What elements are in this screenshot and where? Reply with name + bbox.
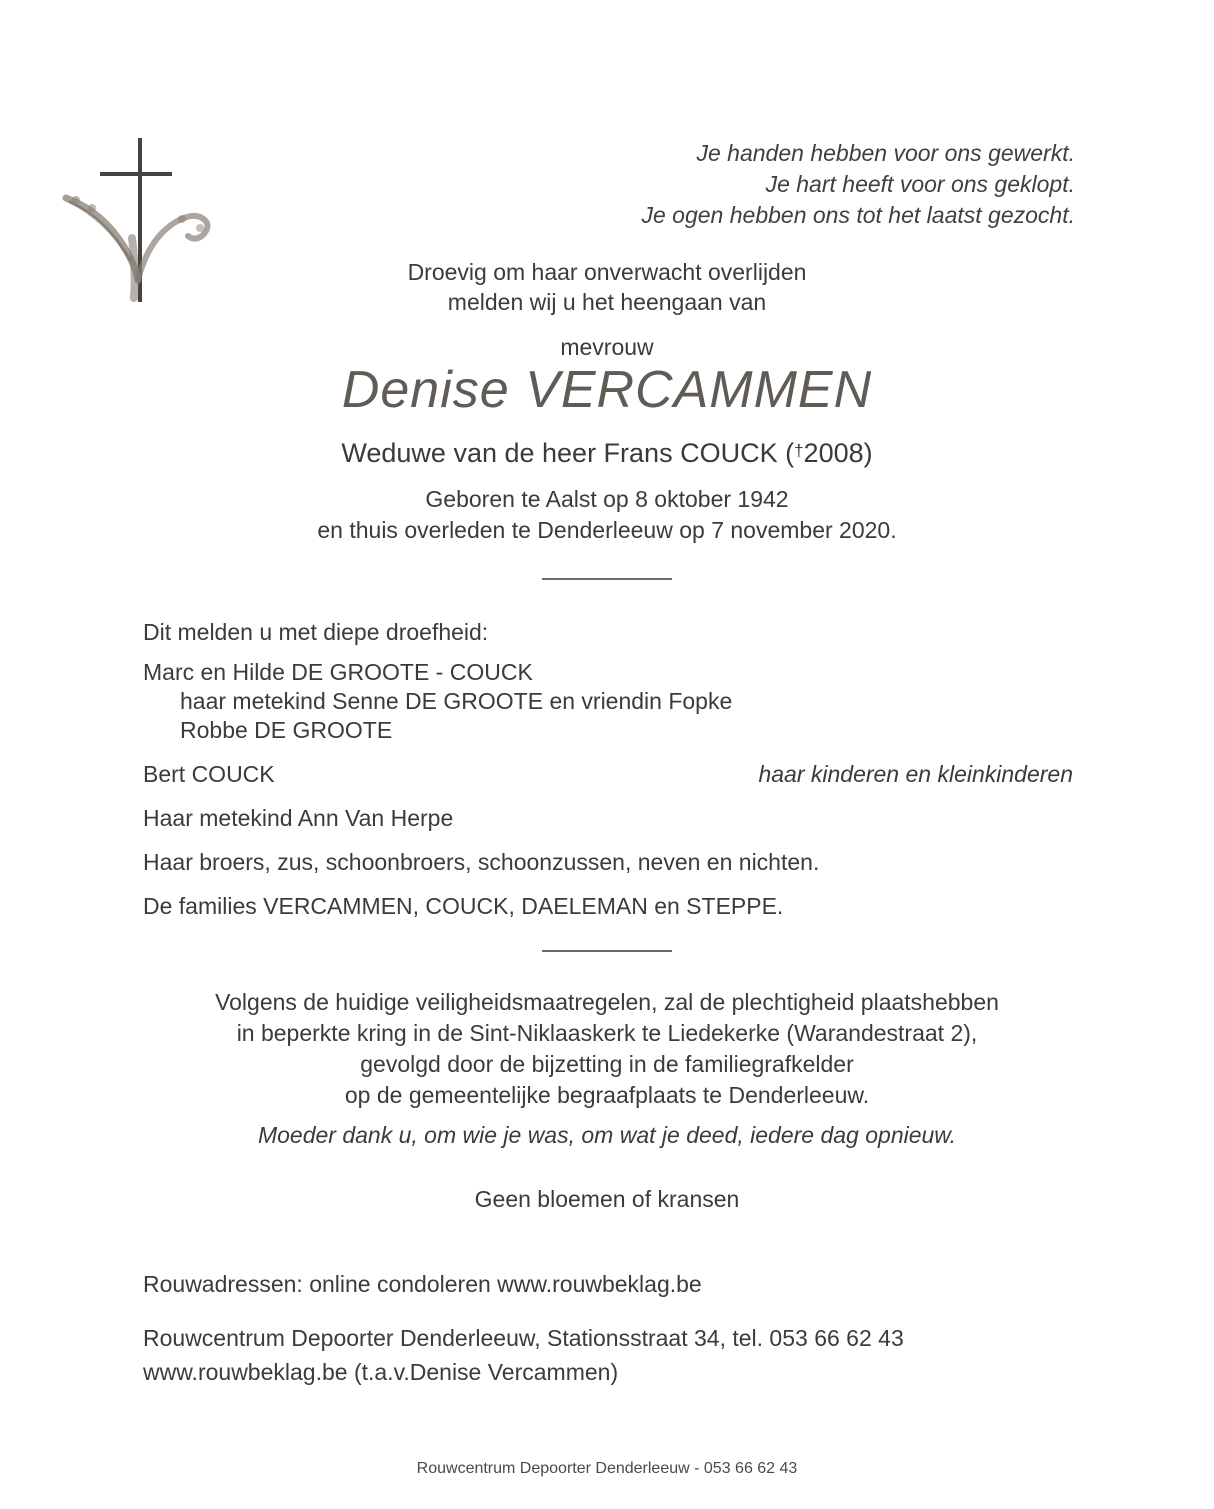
life-dates: [0, 484, 1214, 546]
family-member: Marc en Hilde DE GROOTE - COUCK: [143, 659, 533, 685]
no-flowers-note: Geen bloemen of kransen: [474, 1186, 740, 1212]
memorial-poem: [642, 138, 1076, 231]
family-member: Robbe DE GROOTE: [180, 717, 393, 743]
family-list: [143, 658, 1073, 921]
salutation: mevrouw: [560, 334, 654, 360]
family-member: Bert COUCK: [143, 761, 275, 787]
family-member: De families VERCAMMEN, COUCK, DAELEMAN en STEPPE.: [143, 893, 784, 919]
family-announcement-heading: Dit melden u met diepe droefheid:: [143, 619, 489, 645]
funeral-home-address: Rouwcentrum Depoorter Denderleeuw, Stationsstraat 34, tel. 053 66 62 43: [143, 1325, 904, 1351]
footer-funeral-home: Rouwcentrum Depoorter Denderleeuw - 053 66 62 43: [416, 1460, 798, 1477]
family-member: haar metekind Senne DE GROOTE en vriendin Fopke: [180, 688, 733, 714]
relatives-note: haar kinderen en kleinkinderen: [758, 761, 1073, 787]
tribute-line: Moeder dank u, om wie je was, om wat je deed, iedere dag opnieuw.: [257, 1122, 957, 1148]
ceremony-line: gevolgd door de bijzetting in de familiegrafkelder: [360, 1051, 854, 1077]
ceremony-line: op de gemeentelijke begraafplaats te Denderleeuw.: [344, 1082, 870, 1108]
ceremony-line: Volgens de huidige veiligheidsmaatregelen, zal de plechtigheid plaatshebben: [215, 989, 999, 1015]
poem-line: Je hart heeft voor ons geklopt.: [765, 171, 1075, 197]
relation-year: 2008): [803, 438, 873, 468]
divider: [542, 950, 672, 952]
poem-line: Je ogen hebben ons tot het laatst gezocht.: [641, 202, 1075, 228]
family-member: Haar metekind Ann Van Herpe: [143, 805, 454, 831]
family-member: Haar broers, zus, schoonbroers, schoonzussen, neven en nichten.: [143, 849, 820, 875]
announcement-intro: [0, 257, 1214, 317]
ceremony-details: [0, 987, 1214, 1111]
intro-line: melden wij u het heengaan van: [447, 289, 767, 315]
deceased-name: Denise VERCAMMEN: [341, 361, 873, 419]
contact-block: [143, 1271, 904, 1386]
poem-line: Je handen hebben voor ons gewerkt.: [696, 140, 1075, 166]
ceremony-line: in beperkte kring in de Sint-Niklaaskerk te Liedekerke (Warandestraat 2),: [236, 1020, 978, 1046]
condolence-website: www.rouwbeklag.be (t.a.v.Denise Vercammen): [143, 1359, 619, 1385]
intro-line: Droevig om haar onverwacht overlijden: [407, 259, 807, 285]
family-member-row: [143, 760, 1073, 789]
birth-line: Geboren te Aalst op 8 oktober 1942: [425, 486, 789, 512]
death-line: en thuis overleden te Denderleeuw op 7 november 2020.: [317, 517, 897, 543]
relation-text: Weduwe van de heer Frans COUCK (: [341, 438, 795, 468]
deceased-relation: [0, 438, 1214, 469]
dagger-symbol: †: [794, 441, 804, 460]
condolence-address: Rouwadressen: online condoleren www.rouwbeklag.be: [143, 1271, 702, 1297]
divider: [542, 578, 672, 580]
